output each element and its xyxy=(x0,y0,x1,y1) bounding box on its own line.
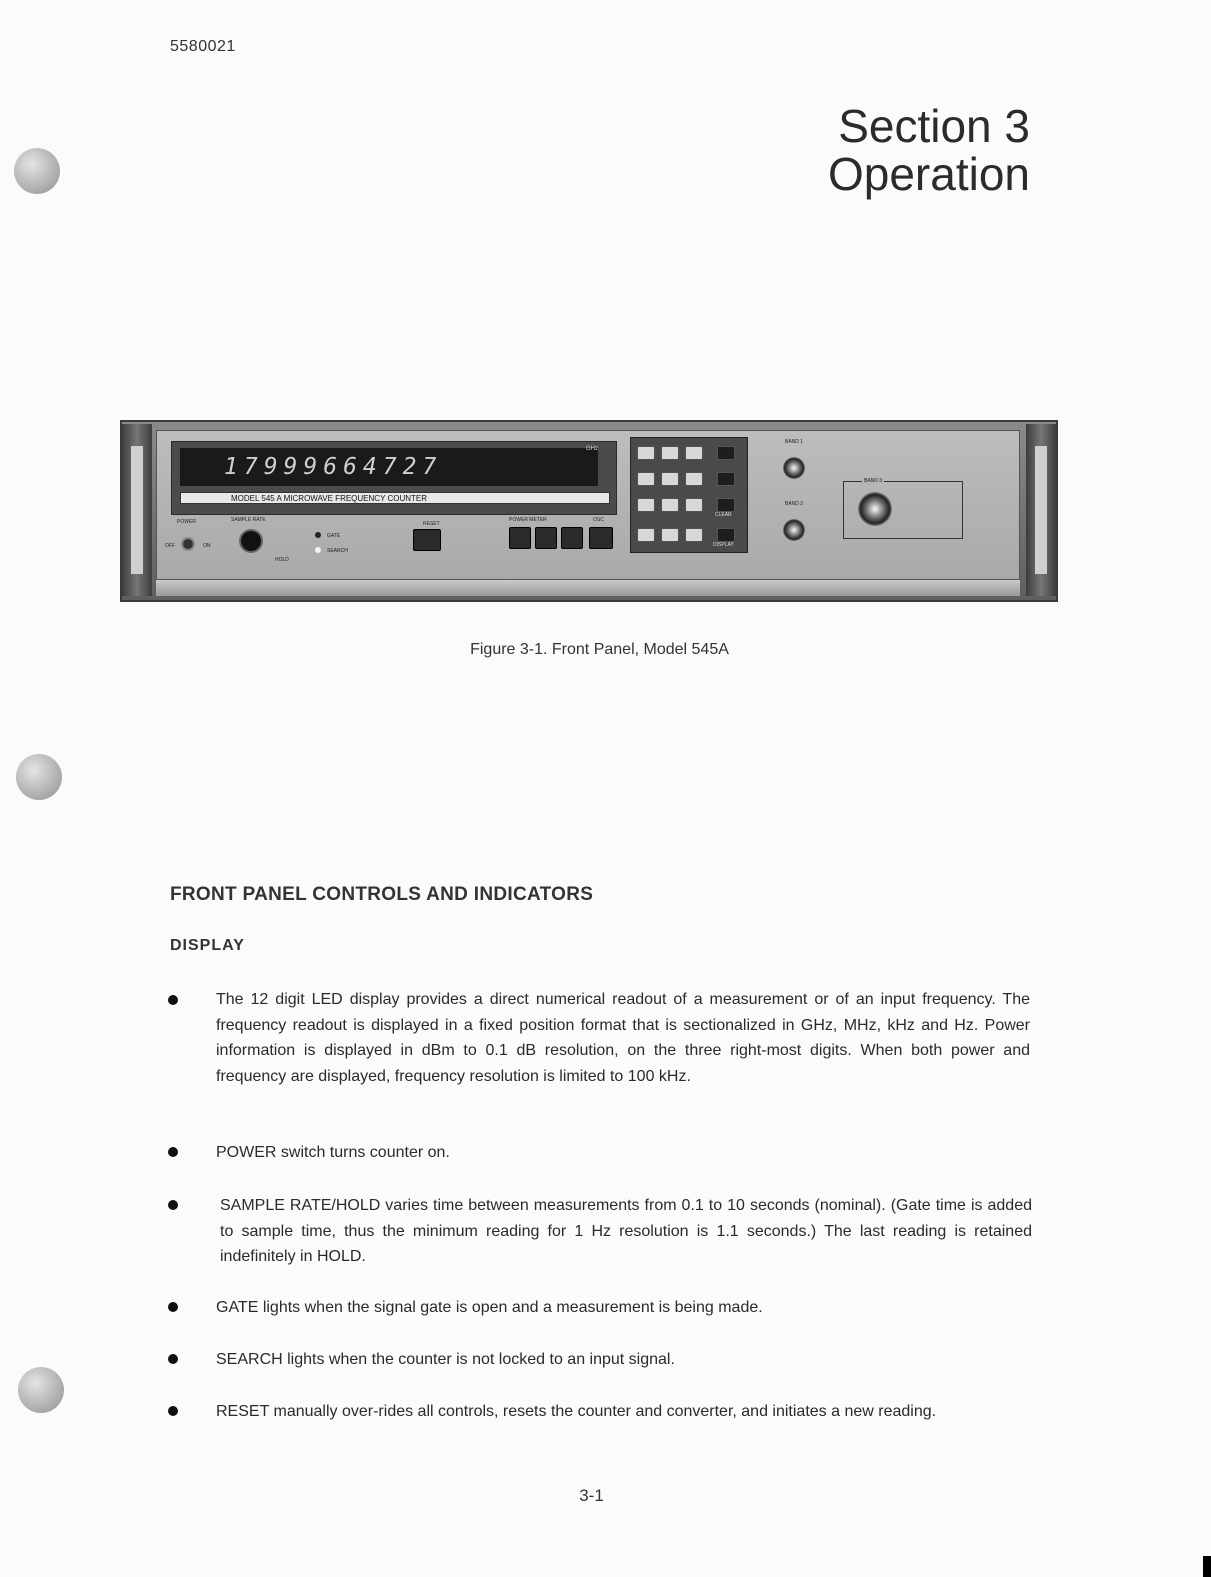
display-key[interactable] xyxy=(717,528,735,542)
bullet-text-search: SEARCH lights when the counter is not locked to an input signal. xyxy=(216,1351,675,1368)
power-label: POWER xyxy=(177,519,196,525)
reset-button[interactable] xyxy=(413,529,441,551)
bullet-dot xyxy=(168,1147,178,1157)
model-strip: MODEL 545 A MICROWAVE FREQUENCY COUNTER xyxy=(180,492,610,504)
power-meter-button[interactable] xyxy=(535,527,557,549)
key-decimal[interactable] xyxy=(637,528,655,542)
power-meter-button[interactable] xyxy=(509,527,531,549)
clear-key[interactable] xyxy=(717,498,735,512)
gate-led xyxy=(315,532,321,538)
bottom-trim xyxy=(156,580,1020,596)
hold-label: HOLD xyxy=(275,557,289,563)
section-heading: FRONT PANEL CONTROLS AND INDICATORS xyxy=(170,884,594,905)
figure-caption: Figure 3-1. Front Panel, Model 545A xyxy=(470,641,729,658)
binder-hole xyxy=(14,148,60,194)
osc-label: OSC xyxy=(593,517,604,523)
key-9[interactable] xyxy=(685,446,703,460)
bullet-dot xyxy=(168,1302,178,1312)
key-5[interactable] xyxy=(661,472,679,486)
key-4[interactable] xyxy=(637,472,655,486)
display-label: DISPLAY xyxy=(713,542,734,548)
key-0[interactable] xyxy=(661,528,679,542)
search-led xyxy=(315,547,321,553)
bullet-dot xyxy=(168,1406,178,1416)
display-unit-mark: GHz xyxy=(586,446,598,452)
bullet-text-power: POWER switch turns counter on. xyxy=(216,1144,450,1161)
band3-box xyxy=(843,478,963,539)
clear-label: CLEAR xyxy=(715,512,732,518)
key-1[interactable] xyxy=(637,498,655,512)
search-label: SEARCH xyxy=(327,548,348,554)
sample-rate-knob[interactable] xyxy=(239,529,263,553)
key-6[interactable] xyxy=(685,472,703,486)
key-3[interactable] xyxy=(685,498,703,512)
bullet-text-sample-rate: SAMPLE RATE/HOLD varies time between measurements from 0.1 to 10 seconds (nominal). (Gate time is added to sample time, thus the minimum reading for 1 Hz resolution is 1.1 seconds.) The last reading is retained indefinitely in HOLD. xyxy=(220,1197,1032,1265)
bullet-text-reset: RESET manually over-rides all controls, resets the counter and converter, and initiates a new reading. xyxy=(216,1403,937,1420)
on-label: ON xyxy=(203,543,211,549)
led-display: 17999664727 xyxy=(180,448,598,486)
binder-hole xyxy=(18,1367,64,1413)
power-meter-label: POWER METER xyxy=(509,517,547,523)
right-handle xyxy=(1026,424,1056,596)
front-panel-figure xyxy=(120,420,1058,602)
bullet-dot xyxy=(168,995,178,1005)
band3-connector[interactable] xyxy=(858,492,892,526)
reset-label: RESET xyxy=(423,521,440,527)
osc-button[interactable] xyxy=(589,527,613,549)
power-switch[interactable] xyxy=(181,537,195,551)
keypad xyxy=(630,437,748,553)
scan-edge-mark xyxy=(1203,1556,1211,1577)
band2-connector[interactable] xyxy=(783,519,805,541)
band3-label: BAND 3 xyxy=(864,478,883,484)
section-number: Section 3 xyxy=(838,100,1030,152)
panel-face xyxy=(156,430,1020,580)
sample-rate-label: SAMPLE RATE xyxy=(231,517,266,523)
band1-label: BAND 1 xyxy=(785,439,804,445)
band1-connector[interactable] xyxy=(783,457,805,479)
bullet-dot xyxy=(168,1200,178,1210)
section-title xyxy=(828,102,1030,198)
subsection-heading: DISPLAY xyxy=(170,937,245,954)
left-handle xyxy=(122,424,152,596)
power-meter-button[interactable] xyxy=(561,527,583,549)
key-8[interactable] xyxy=(661,446,679,460)
band2-label: BAND 2 xyxy=(785,501,804,507)
document-number: 5580021 xyxy=(170,38,236,55)
bullet-text-display: The 12 digit LED display provides a direct numerical readout of a measurement or of an input frequency. The frequency readout is displayed in a fixed position format that is sectionalized in GHz, MHz, kHz and Hz. Power information is displayed in dBm to 0.1 dB resolution, on the three right-most digits. When both power and frequency are displayed, frequency resolution is limited to 100 kHz. xyxy=(216,991,1030,1085)
gate-label: GATE xyxy=(327,533,341,539)
display-bezel xyxy=(171,441,617,515)
key-2[interactable] xyxy=(661,498,679,512)
function-key[interactable] xyxy=(717,446,735,460)
bullet-dot xyxy=(168,1354,178,1364)
page-number: 3-1 xyxy=(579,1486,604,1505)
section-name: Operation xyxy=(827,148,1030,200)
binder-hole xyxy=(16,754,62,800)
key-7[interactable] xyxy=(637,446,655,460)
key-minus[interactable] xyxy=(685,528,703,542)
bullet-text-gate: GATE lights when the signal gate is open and a measurement is being made. xyxy=(216,1299,763,1316)
off-label: OFF xyxy=(165,543,175,549)
function-key[interactable] xyxy=(717,472,735,486)
